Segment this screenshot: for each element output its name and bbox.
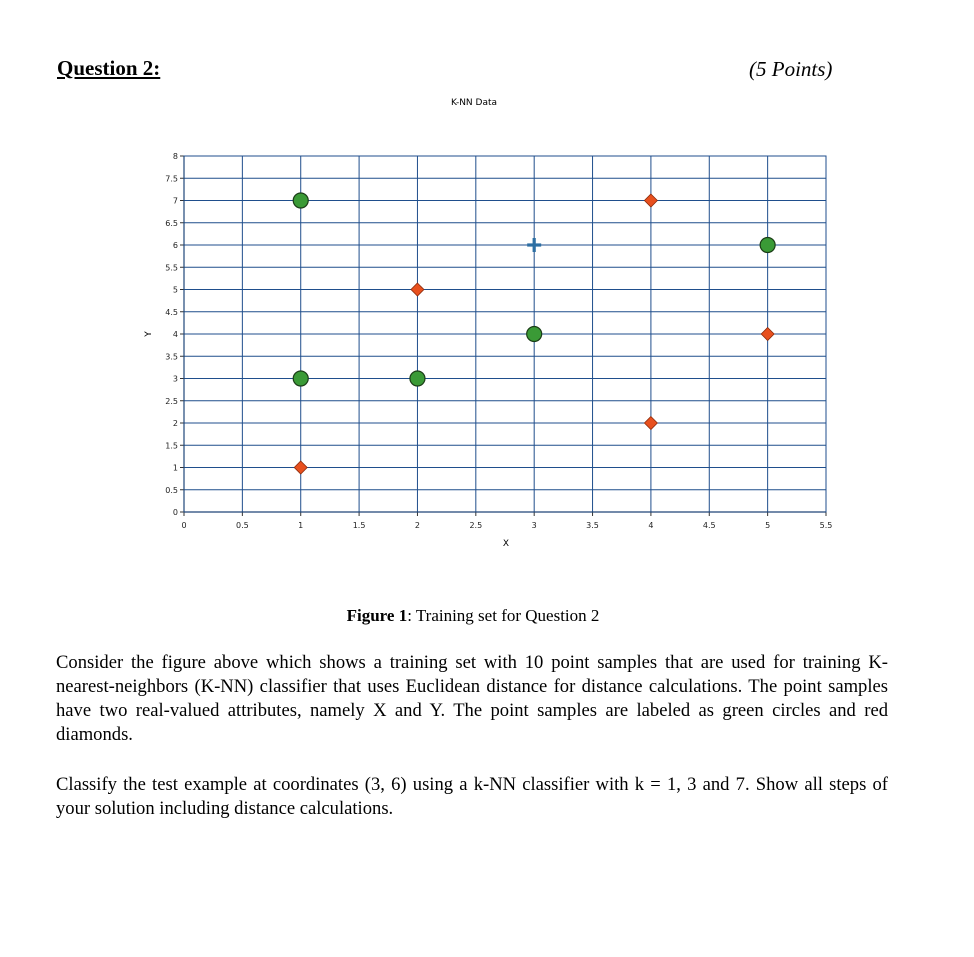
x-tick-label: 0: [181, 521, 187, 530]
red-diamond-point: [644, 194, 657, 207]
x-tick-label: 2.5: [469, 521, 483, 530]
x-axis-label: X: [502, 539, 510, 549]
x-tick-label: 4: [648, 521, 654, 530]
green-circle-point: [760, 238, 775, 253]
y-tick-label: 0: [172, 508, 178, 517]
question-heading: Question 2:: [57, 56, 161, 80]
y-tick-label: 1.5: [165, 441, 178, 451]
green-circle-point: [293, 371, 308, 386]
y-axis-label: Y: [144, 331, 154, 337]
chart-title: K-NN Data: [450, 98, 498, 108]
question-paragraph-2: Classify the test example at coordinates (3, 6) using a k-NN classifier with k = 1, 3 and 7. Show all steps of your solution including distance calculations.: [56, 774, 888, 819]
y-tick-label: 5: [172, 285, 178, 295]
green-circle-point: [410, 371, 425, 386]
red-diamond-point: [761, 328, 774, 341]
y-tick-label: 2: [172, 419, 178, 428]
green-circle-point: [527, 327, 542, 342]
green-circle-point: [293, 193, 308, 208]
y-tick-label: 7.5: [165, 174, 178, 184]
y-tick-label: 0.5: [165, 485, 178, 495]
y-tick-label: 1: [172, 463, 178, 473]
y-tick-label: 8: [172, 152, 178, 161]
y-tick-label: 7: [172, 196, 178, 206]
y-tick-label: 2.5: [165, 396, 178, 406]
x-tick-label: 3: [531, 521, 537, 530]
red-diamond-point: [644, 417, 657, 430]
y-tick-label: 6: [172, 241, 178, 250]
test-point-plus: [527, 238, 541, 252]
x-tick-labels: [181, 521, 832, 530]
red-diamond-point: [411, 283, 424, 296]
x-tick-label: 2: [414, 521, 421, 530]
figure-caption-text: : Training set for Question 2: [407, 606, 600, 625]
x-tick-label: 1: [298, 521, 304, 530]
y-tick-label: 4.5: [165, 307, 178, 317]
grid-lines: [184, 156, 826, 512]
y-tick-label: 6.5: [165, 218, 178, 228]
y-tick-label: 3.5: [165, 352, 178, 362]
test-point-bar-v: [533, 238, 536, 252]
red-diamond-point: [294, 461, 307, 474]
figure-caption: [0, 606, 946, 626]
x-tick-label: 5: [765, 521, 771, 530]
x-tick-label: 5.5: [819, 521, 833, 530]
y-tick-label: 3: [172, 374, 178, 384]
figure-label: Figure 1: [346, 606, 408, 625]
question-points: (5 Points): [749, 57, 833, 81]
x-tick-label: 0.5: [235, 521, 249, 530]
question-paragraph-1: Consider the figure above which shows a training set with 10 point samples that are used for training K-nearest-neighbors (K-NN) classifier that uses Euclidean distance for distance calculations. The point samples have two real-valued attributes, namely X and Y. The point samples are labeled as green circles and red diamonds.: [56, 652, 888, 745]
y-tick-label: 4: [172, 330, 178, 339]
y-tick-label: 5.5: [165, 263, 178, 273]
x-tick-label: 1.5: [352, 521, 366, 530]
y-tick-labels: [165, 152, 178, 517]
axes: [180, 156, 826, 516]
x-tick-label: 3.5: [586, 521, 599, 530]
x-tick-label: 4.5: [702, 521, 716, 530]
